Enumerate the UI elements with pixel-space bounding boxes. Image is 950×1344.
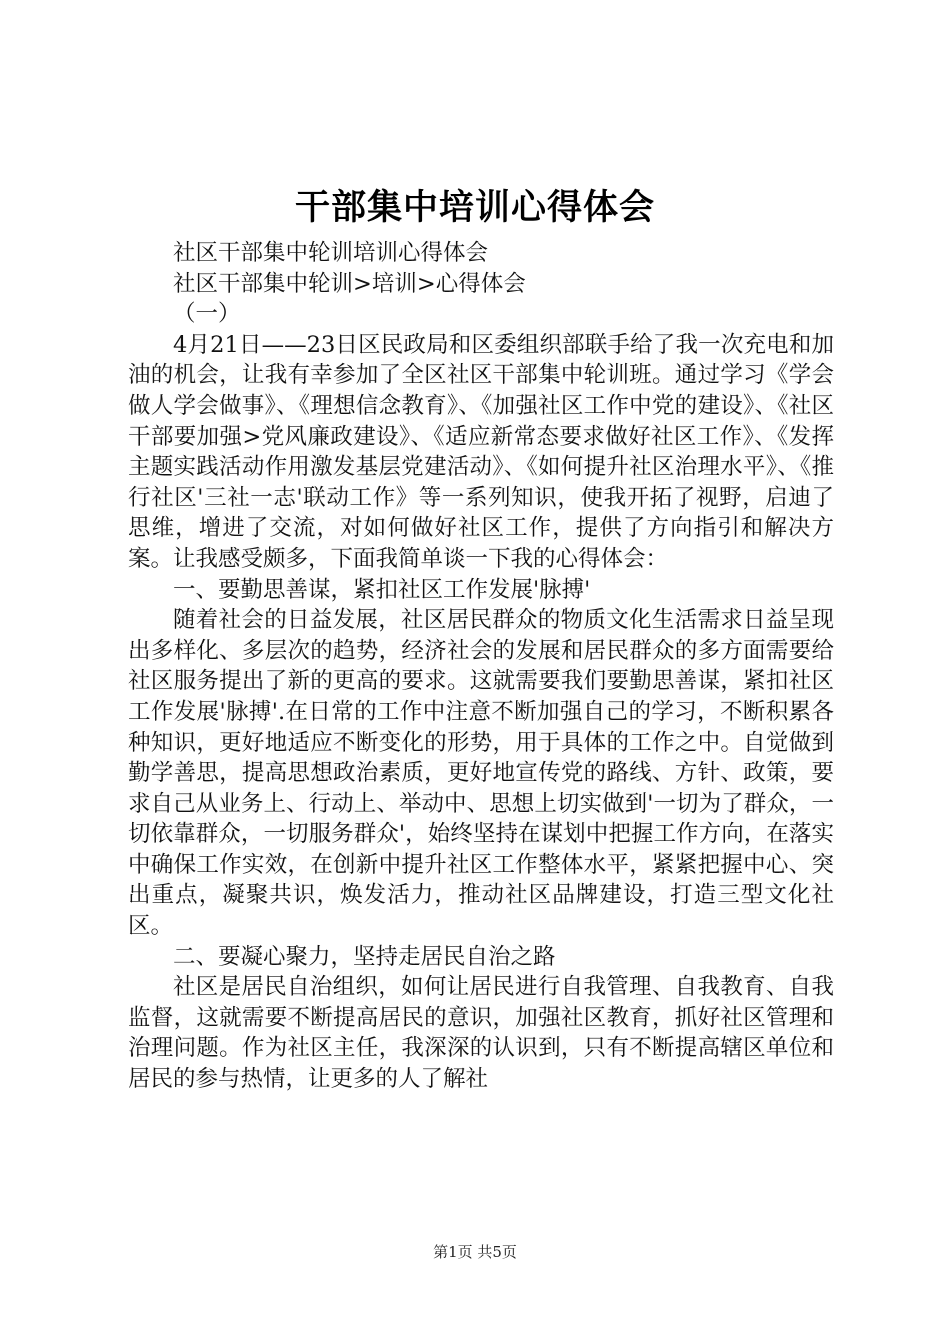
section-heading: 二、要凝心聚力，坚持走居民自治之路: [173, 943, 556, 970]
subtitle-line: 社区干部集中轮训培训心得体会: [173, 240, 489, 266]
section-marker: （一）: [173, 301, 241, 328]
body-paragraph: 社区是居民自治组织，如何让居民进行自我管理、自我教育、自我监督，这就需要不断提高居民的意识，加强社区教育，抓好社区管理和治理问题。作为社区主任，我深深的认识到，只有不断提高辖区单位和居民的参与热情，让更多的人了解社: [128, 974, 834, 1093]
subtitle-line: 社区干部集中轮训>培训>心得体会: [173, 270, 526, 297]
document-body: [128, 238, 834, 1095]
body-paragraph: 4月21日——23日区民政局和区委组织部联手给了我一次充电和加油的机会，让我有幸参加了全区社区干部集中轮训班。通过学习《学会做人学会做事》、《理想信念教育》、《加强社区工作中党的建设》、《社区干部要加强>党风廉政建设》、《适应新常态要求做好社区工作》、《发挥主题实践活动作用激发基层党建活动》、《如何提升社区治理水平》、《推行社区'三社一志'联动工作》等一系列知识，使我开拓了视野，启迪了思维，增进了交流，对如何做好社区工作，提供了方向指引和解决方案。让我感受颇多，下面我简单谈一下我的心得体会：: [128, 331, 834, 572]
body-paragraph: 随着社会的日益发展，社区居民群众的物质文化生活需求日益呈现出多样化、多层次的趋势，经济社会的发展和居民群众的多方面需要给社区服务提出了新的更高的要求。这就需要我们要勤思善谋，紧扣社区工作发展'脉搏'.在日常的工作中注意不断加强自己的学习，不断积累各种知识，更好地适应不断变化的形势，用于具体的工作之中。自觉做到勤学善思，提高思想政治素质，更好地宣传党的路线、方针、政策，要求自己从业务上、行动上、举动中、思想上切实做到'一切为了群众，一切依靠群众，一切服务群众'，始终坚持在谋划中把握工作方向，在落实中确保工作实效，在创新中提升社区工作整体水平，紧紧把握中心、突出重点，凝聚共识，焕发活力，推动社区品牌建设，打造三型文化社区。: [128, 607, 834, 940]
document-title: 干部集中培训心得体会: [294, 187, 655, 228]
section-heading: 一、要勤思善谋，紧扣社区工作发展'脉搏': [173, 576, 591, 603]
page-footer: 第1页 共5页: [433, 1243, 517, 1261]
